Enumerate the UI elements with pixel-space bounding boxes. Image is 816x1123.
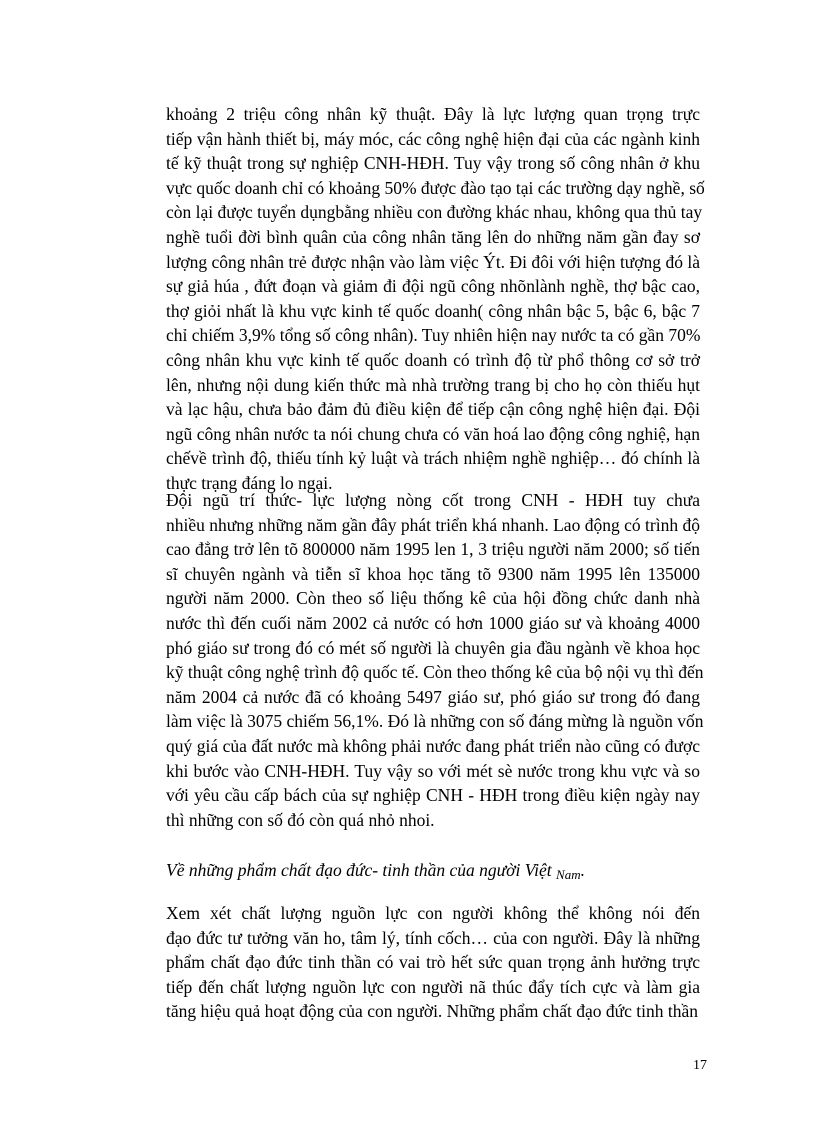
text-line: ngũ công nhân nước ta nói chung chưa có văn hoá lao động công nghiệ, hạn [166, 423, 700, 444]
text-line: tiếp đến chất lượng nguồn lực con người nã thúc đẩy tích cực và làm gia [166, 976, 700, 997]
text-line: Đội ngũ trí thức- lực lượng nòng cốt trong CNH - HĐH tuy chưa [166, 490, 700, 510]
text-line: phẩm chất đạo đức tinh thần có vai trò hết sức quan trọng ảnh hưởng trực [166, 952, 700, 973]
text-line: phó giáo sư trong đó có mét số người là chuyên gia đầu ngành về khoa học [166, 637, 700, 658]
text-line: còn lại được tuyển dụngbằng nhiều con đường khác nhau, không qua thủ tay [166, 202, 703, 223]
text-line: cao đẳng trở lên tõ 800000 năm 1995 len 1, 3 triệu người năm 2000; số tiến [166, 539, 700, 560]
text-line: chỉ chiếm 3,9% tổng số công nhân). Tuy nhiên hiện nay nước ta có gần 70% [166, 325, 701, 346]
text-line: thực trạng đáng lo ngại. [166, 472, 333, 493]
text-line: công nhân khu vực kinh tế quốc doanh có trình độ từ phổ thông cơ sở trở [166, 349, 700, 370]
text-line: với yêu cầu cấp bách của sự nghiệp CNH - HĐH trong điều kiện ngày nay [166, 785, 700, 806]
section-heading [166, 860, 700, 883]
text-line: quý giá của đất nước mà không phải nước đang phát triển nào cũng có được [166, 735, 700, 756]
text-line: kỹ thuật công nghệ trình độ quốc tế. Còn theo thống kê của bộ nội vụ thì đến [166, 662, 704, 683]
text-line: khi bước vào CNH-HĐH. Tuy vậy so với mét sè nước trong khu vực và so [166, 760, 700, 781]
text-line: chếvề trình độ, thiếu tính kỷ luật và trách nhiệm nghề nghiệp… đó chính là [166, 448, 700, 469]
text-line: đạo đức tư tưởng văn ho, tâm lý, tính cốch… của con người. Đây là những [166, 927, 700, 948]
text-line: vực quốc doanh chỉ có khoảng 50% được đào tạo tại các trường dạy nghề, số [166, 177, 705, 198]
text-line: Xem xét chất lượng nguồn lực con người không thể không nói đến [166, 903, 700, 923]
text-line: tiếp vận hành thiết bị, máy móc, các công nghệ hiện đại của các ngành kinh [166, 128, 700, 149]
section-heading-end: . [580, 860, 585, 880]
text-line: khoảng 2 triệu công nhân kỹ thuật. Đây là lực lượng quan trọng trực [166, 104, 700, 124]
text-line: sự giả húa , đứt đoạn và giảm đi đội ngũ công nhõnlành nghề, thợ bậc cao, [166, 276, 700, 297]
text-line: làm việc là 3075 chiếm 56,1%. Đó là những con số đáng mừng là nguồn vốn [166, 711, 704, 732]
text-line: lên, nhưng nội dung kiến thức mà nhà trường trang bị cho họ còn thiếu hụt [166, 374, 700, 395]
text-line: thợ giỏi nhất là khu vực kinh tế quốc doanh( công nhân bậc 5, bậc 6, bậc 7 [166, 300, 700, 321]
section-heading-text: Về những phẩm chất đạo đức- tinh thần của người Việt [166, 860, 557, 880]
text-line: năm 2004 cả nước đã có khoảng 5497 giáo sư, phó giáo sư trong đó đang [166, 686, 700, 707]
page-number: 17 [693, 1058, 707, 1073]
text-line: nghề tuổi đời bình quân của công nhân tăng lên do những năm gần đay sơ [166, 226, 700, 247]
text-line: sĩ chuyên ngành và tiễn sĩ khoa học tăng tõ 9300 năm 1995 lên 135000 [166, 563, 700, 584]
text-line: nước thì đến cuối năm 2002 cả nước có hơn 1000 giáo sư và khoảng 4000 [166, 612, 700, 633]
paragraph-workers [166, 102, 705, 496]
section-heading-tail: Nam [556, 867, 581, 882]
text-line: và lạc hậu, chưa bảo đảm đủ điều kiện để tiếp cận công nghệ hiện đại. Đội [166, 399, 700, 420]
text-line: nhiều nhưng những năm gần đây phát triển khá nhanh. Lao động có trình độ [166, 514, 700, 535]
text-line: người năm 2000. Còn theo số liệu thống kê của hội đồng chức danh nhà [166, 588, 700, 609]
text-line: tăng hiệu quả hoạt động của con người. Những phẩm chất đạo đức tinh thần [166, 1001, 698, 1022]
text-line: tế kỹ thuật trong sự nghiệp CNH-HĐH. Tuy vậy trong số công nhân ở khu [166, 153, 700, 174]
text-line: lượng công nhân trẻ được nhận vào làm việc Ýt. Đi đôi với hiện tượng đó là [166, 251, 700, 272]
text-line: thì những con số đó còn quá nhỏ nhoi. [166, 809, 435, 830]
paragraph-moral-qualities [166, 901, 700, 1024]
paragraph-intellectuals [166, 488, 704, 832]
